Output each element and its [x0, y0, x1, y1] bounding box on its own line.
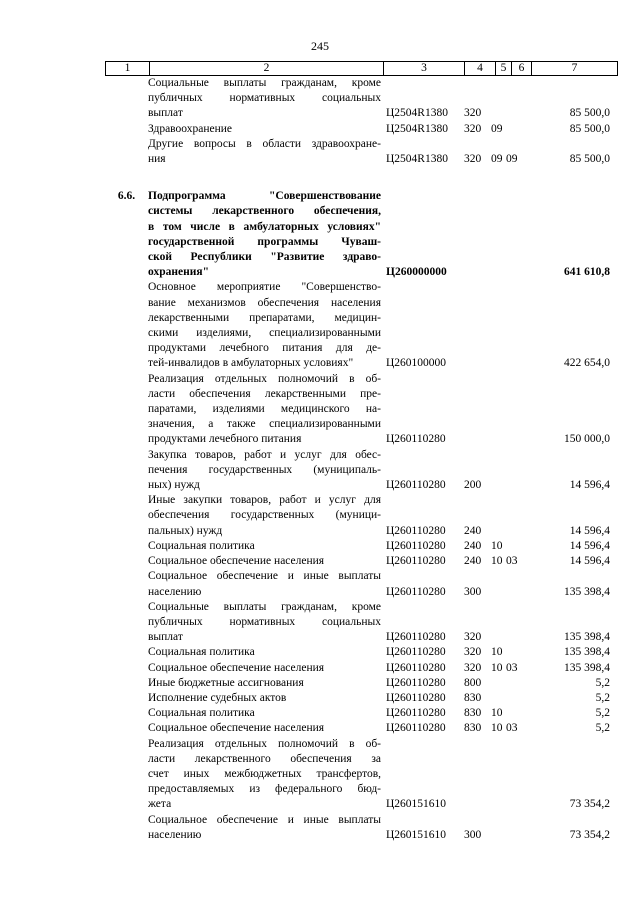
- row-description: [148, 600, 381, 646]
- description-line: системы лекарственного обеспечения,: [148, 205, 381, 218]
- target-article-code: Ц260110280: [386, 631, 446, 644]
- row-description: [148, 539, 381, 554]
- section-code: 10: [491, 661, 503, 674]
- description-line: продуктами лечебного питания для де-: [148, 342, 381, 355]
- header-col-4: 4: [465, 62, 496, 76]
- description-line: Социальные выплаты гражданам, кроме: [148, 600, 381, 613]
- description-line: ных) нужд: [148, 479, 200, 492]
- row-description: [148, 569, 381, 599]
- description-line: лекарственными препаратами, медицин-: [148, 311, 381, 324]
- description-line: Социальная политика: [148, 539, 255, 552]
- table-row: [105, 721, 610, 736]
- target-article-code: Ц260110280: [386, 555, 446, 568]
- table-row: [105, 539, 610, 554]
- row-number: [105, 448, 148, 494]
- target-article-code: Ц260110280: [386, 585, 446, 598]
- description-line: ния: [148, 153, 166, 166]
- subsection-code: 03: [506, 661, 518, 674]
- row-number: [105, 813, 148, 843]
- description-line: государственной программы Чуваш-: [148, 235, 381, 248]
- row-description: [148, 813, 381, 843]
- row-description: [148, 676, 381, 691]
- expense-type: 300: [464, 828, 482, 841]
- description-line: ской Республики "Развитие здраво-: [148, 251, 381, 264]
- row-description: [148, 554, 381, 569]
- row-number: [105, 76, 148, 122]
- description-line: Реализация отдельных полномочий в об-: [148, 737, 381, 750]
- description-line: счет иных межбюджетных трансфертов,: [148, 767, 381, 780]
- section-code: 10: [491, 539, 503, 552]
- amount: 641 610,8: [564, 266, 610, 279]
- table-row: [105, 448, 610, 494]
- expense-type: 240: [464, 524, 482, 537]
- description-line: Иные закупки товаров, работ и услуг для: [148, 494, 381, 507]
- expense-type: 830: [464, 722, 482, 735]
- row-number: [105, 706, 148, 721]
- table-row: [105, 76, 610, 122]
- row-number: [105, 661, 148, 676]
- row-description: [148, 137, 381, 167]
- row-number: [105, 600, 148, 646]
- amount: 135 398,4: [564, 585, 610, 598]
- description-line: Социальные выплаты гражданам, кроме: [148, 77, 381, 89]
- expense-type: 320: [464, 646, 482, 659]
- row-number: [105, 645, 148, 660]
- expense-type: 300: [464, 585, 482, 598]
- target-article-code: Ц2504R1380: [386, 107, 448, 120]
- header-col-5: 5: [496, 62, 512, 76]
- expense-type: 320: [464, 122, 482, 135]
- table-row: [105, 661, 610, 676]
- description-line: Социальное обеспечение населения: [148, 722, 325, 735]
- amount: 135 398,4: [564, 661, 610, 674]
- description-line: печения государственных (муниципаль-: [148, 463, 381, 476]
- row-description: [148, 645, 381, 660]
- row-number: [105, 372, 148, 448]
- table-row: [105, 122, 610, 137]
- target-article-code: Ц260151610: [386, 828, 447, 841]
- expense-type: 320: [464, 631, 482, 644]
- description-line: Социальная политика: [148, 707, 255, 720]
- description-line: Закупка товаров, работ и услуг для обес-: [148, 448, 381, 461]
- amount: 85 500,0: [569, 107, 610, 120]
- target-article-code: Ц260110280: [386, 707, 446, 720]
- row-number: [105, 280, 148, 371]
- table-row: [105, 493, 610, 539]
- table-row: [105, 280, 610, 371]
- amount: 14 596,4: [569, 555, 610, 568]
- description-line: ласти лекарственного обеспечения за: [148, 752, 381, 765]
- expense-type: 240: [464, 539, 482, 552]
- expense-type: 320: [464, 153, 482, 166]
- column-header-table: [105, 61, 618, 76]
- table-row: [105, 691, 610, 706]
- header-col-2: 2: [150, 62, 384, 76]
- description-line: публичных нормативных социальных: [148, 92, 381, 105]
- amount: 5,2: [595, 707, 610, 720]
- target-article-code: Ц260000000: [386, 266, 447, 279]
- row-description: [148, 372, 381, 448]
- amount: 73 354,2: [569, 798, 610, 811]
- section-spacer: [105, 167, 610, 189]
- amount: 135 398,4: [564, 631, 610, 644]
- row-description: [148, 448, 381, 494]
- table-row: [105, 676, 610, 691]
- amount: 422 654,0: [564, 357, 610, 370]
- table-row: [105, 706, 610, 721]
- row-number: [105, 539, 148, 554]
- target-article-code: Ц260110280: [386, 539, 446, 552]
- row-description: [148, 706, 381, 721]
- amount: 5,2: [595, 691, 610, 704]
- target-article-code: Ц260110280: [386, 524, 446, 537]
- description-line: охранения": [148, 266, 209, 279]
- description-line: жета: [148, 798, 172, 811]
- expense-type: 200: [464, 479, 482, 492]
- target-article-code: Ц260110280: [386, 479, 446, 492]
- row-number: [105, 691, 148, 706]
- description-line: продуктами лечебного питания: [148, 433, 302, 446]
- section-code: 09: [491, 122, 503, 135]
- subsection-code: 09: [506, 153, 518, 166]
- target-article-code: Ц260100000: [386, 357, 447, 370]
- row-number: [105, 137, 148, 167]
- expense-type: 320: [464, 107, 482, 120]
- page-number: 245: [311, 39, 329, 53]
- amount: 135 398,4: [564, 646, 610, 659]
- description-line: вание механизмов обеспечения населения: [148, 296, 381, 309]
- row-description: [148, 493, 381, 539]
- budget-table-body: [105, 76, 610, 843]
- description-line: тей-инвалидов в амбулаторных условиях": [148, 357, 354, 370]
- subsection-code: 03: [506, 722, 518, 735]
- expense-type: 830: [464, 707, 482, 720]
- row-number: 6.6.: [117, 190, 136, 203]
- table-row: [105, 645, 610, 660]
- description-line: пальных) нужд: [148, 524, 223, 537]
- row-description: [148, 721, 381, 736]
- amount: 14 596,4: [569, 539, 610, 552]
- description-line: Подпрограмма "Совершенствование: [148, 190, 381, 203]
- description-line: Реализация отдельных полномочий в об-: [148, 372, 381, 385]
- row-description: [148, 737, 381, 813]
- target-article-code: Ц260110280: [386, 722, 446, 735]
- target-article-code: Ц2504R1380: [386, 153, 448, 166]
- table-row: [105, 600, 610, 646]
- row-number: [105, 493, 148, 539]
- expense-type: 320: [464, 661, 482, 674]
- amount: 14 596,4: [569, 479, 610, 492]
- amount: 85 500,0: [569, 122, 610, 135]
- amount: 150 000,0: [564, 433, 610, 446]
- table-row: [105, 813, 610, 843]
- row-description: [148, 691, 381, 706]
- description-line: Здравоохранение: [148, 122, 233, 135]
- description-line: обеспечения государственных (муници-: [148, 509, 381, 522]
- header-col-1: 1: [106, 62, 150, 76]
- row-number: [105, 737, 148, 813]
- row-description: [148, 661, 381, 676]
- row-number: [105, 676, 148, 691]
- table-row: [105, 569, 610, 599]
- target-article-code: Ц260110280: [386, 433, 446, 446]
- row-number: [105, 569, 148, 599]
- description-line: в том числе в амбулаторных условиях": [148, 220, 381, 233]
- expense-type: 240: [464, 555, 482, 568]
- amount: 85 500,0: [569, 153, 610, 166]
- description-line: Социальная политика: [148, 646, 255, 659]
- description-line: публичных нормативных социальных: [148, 615, 381, 628]
- table-row: [105, 737, 610, 813]
- amount: 73 354,2: [569, 828, 610, 841]
- amount: 5,2: [595, 676, 610, 689]
- section-code: 10: [491, 646, 503, 659]
- description-line: Исполнение судебных актов: [148, 691, 287, 704]
- target-article-code: Ц260151610: [386, 798, 447, 811]
- description-line: Социальное обеспечение населения: [148, 555, 325, 568]
- row-number: [105, 122, 148, 137]
- expense-type: 830: [464, 691, 482, 704]
- description-line: Другие вопросы в области здравоохране-: [148, 137, 381, 150]
- section-code: 10: [491, 555, 503, 568]
- expense-type: 800: [464, 676, 482, 689]
- description-line: населению: [148, 585, 202, 598]
- row-description: [148, 280, 381, 371]
- header-col-3: 3: [384, 62, 465, 76]
- description-line: выплат: [148, 107, 183, 120]
- target-article-code: Ц2504R1380: [386, 122, 448, 135]
- description-line: Основное мероприятие "Совершенство-: [148, 281, 381, 294]
- description-line: Социальное обеспечение населения: [148, 661, 325, 674]
- section-code: 09: [491, 153, 503, 166]
- row-description: [148, 189, 381, 280]
- row-number: [105, 721, 148, 736]
- header-col-6: 6: [512, 62, 532, 76]
- description-line: ласти обеспечения лекарственными пре-: [148, 387, 381, 400]
- target-article-code: Ц260110280: [386, 661, 446, 674]
- description-line: значения, а также специализированными: [148, 418, 381, 431]
- description-line: паратами, изделиями медицинского на-: [148, 403, 381, 416]
- target-article-code: Ц260110280: [386, 691, 446, 704]
- row-description: [148, 122, 381, 137]
- subsection-code: 03: [506, 555, 518, 568]
- table-row: [105, 189, 610, 280]
- description-line: предоставляемых из федерального бюд-: [148, 783, 381, 796]
- table-row: [105, 372, 610, 448]
- description-line: Социальное обеспечение и иные выплаты: [148, 813, 381, 826]
- table-row: [105, 137, 610, 167]
- description-line: Социальное обеспечение и иные выплаты: [148, 570, 381, 583]
- header-col-7: 7: [532, 62, 618, 76]
- description-line: скими изделиями, специализированными: [148, 327, 381, 340]
- table-row: [105, 554, 610, 569]
- row-description: [148, 76, 381, 122]
- section-code: 10: [491, 722, 503, 735]
- description-line: Иные бюджетные ассигнования: [148, 676, 304, 689]
- target-article-code: Ц260110280: [386, 676, 446, 689]
- section-code: 10: [491, 707, 503, 720]
- target-article-code: Ц260110280: [386, 646, 446, 659]
- description-line: населению: [148, 828, 202, 841]
- amount: 14 596,4: [569, 524, 610, 537]
- amount: 5,2: [595, 722, 610, 735]
- row-number: [105, 554, 148, 569]
- description-line: выплат: [148, 631, 183, 644]
